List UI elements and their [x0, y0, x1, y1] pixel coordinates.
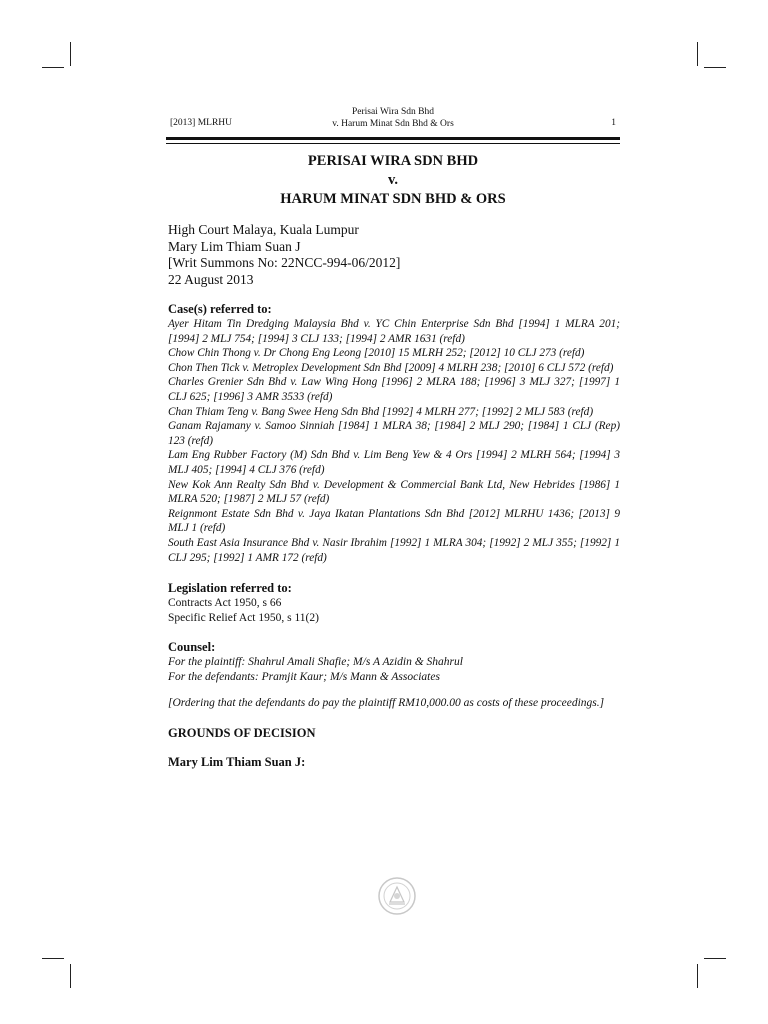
case-citation: Chan Thiam Teng v. Bang Swee Heng Sdn Bhd [1992] 4 MLRH 277; [1992] 2 MLJ 583 (refd): [168, 405, 594, 418]
case-citation: Chon Then Tick v. Metroplex Development Sdn Bhd [2009] 4 MLRH 238; [2010] 6 CLJ 572 (refd): [168, 361, 614, 374]
page-number: 1: [611, 118, 616, 128]
crop-mark: [704, 67, 726, 68]
crop-mark: [697, 42, 698, 66]
judge: Mary Lim Thiam Suan J: [168, 238, 301, 254]
crop-mark: [70, 42, 71, 66]
writ-number: [Writ Summons No: 22NCC-994-06/2012]: [168, 255, 401, 270]
legislation-item: Specific Relief Act 1950, s 11(2): [168, 611, 319, 624]
counsel-defendants: For the defendants: Pramjit Kaur; M/s Mann & Associates: [168, 670, 440, 683]
header-center-line2: v. Harum Minat Sdn Bhd & Ors: [332, 119, 454, 129]
title-plaintiff: PERISAI WIRA SDN BHD: [307, 153, 479, 169]
header-citation: [2013] MLRHU: [170, 118, 233, 128]
order-summary: [Ordering that the defendants do pay the plaintiff RM10,000.00 as costs of these proceedings.]: [168, 697, 605, 710]
header-rule-thin: [166, 143, 620, 144]
crop-mark: [697, 964, 698, 988]
case-title: [166, 152, 620, 209]
decision-date: 22 August 2013: [168, 271, 254, 287]
case-citation: Chow Chin Thong v. Dr Chong Eng Leong [2010] 15 MLRH 252; [2012] 10 CLJ 273 (refd): [168, 347, 585, 360]
legislation-heading: Legislation referred to:: [168, 581, 292, 596]
case-citation: Reignmont Estate Sdn Bhd v. Jaya Ikatan Plantations Sdn Bhd [2012] MLRHU 1436; [2013] 9 MLJ 1 (refd): [168, 507, 620, 535]
header-center-line1: Perisai Wira Sdn Bhd: [351, 107, 435, 117]
running-header: [170, 106, 616, 132]
case-citation: Ganam Rajamany v. Samoo Sinniah [1984] 1 MLRA 38; [1984] 2 MLJ 290; [1984] 1 CLJ (Rep) 123 (refd): [168, 420, 620, 447]
court: High Court Malaya, Kuala Lumpur: [168, 222, 359, 237]
crop-mark: [42, 958, 64, 959]
header-case-name: [170, 106, 616, 130]
crop-mark: [70, 964, 71, 988]
counsel-plaintiff: For the plaintiff: Shahrul Amali Shafie; M/s A Azidin & Shahrul: [168, 656, 463, 669]
judge-heading: Mary Lim Thiam Suan J:: [168, 754, 306, 769]
cases-list: [168, 317, 620, 565]
title-defendants: HARUM MINAT SDN BHD & ORS: [280, 191, 506, 207]
cases-heading: Case(s) referred to:: [168, 302, 272, 316]
crop-mark: [42, 67, 64, 68]
legislation-item: Contracts Act 1950, s 66: [168, 597, 282, 610]
case-citation: South East Asia Insurance Bhd v. Nasir Ibrahim [1992] 1 MLRA 304; [1992] 2 MLJ 355; [1992] 1 CLJ 295; [1992] 1 AMR 172 (refd): [168, 536, 620, 564]
title-versus: v.: [387, 172, 399, 188]
crop-mark: [704, 958, 726, 959]
case-citation: New Kok Ann Realty Sdn Bhd v. Development & Commercial Bank Ltd, New Hebrides [1986] 1 MLRA 520; [1987] 2 MLJ 57 (refd): [168, 478, 620, 506]
court-seal-icon: [377, 876, 417, 916]
grounds-heading: GROUNDS OF DECISION: [168, 725, 316, 740]
document-body: [168, 222, 620, 770]
header-rule-thick: [166, 137, 620, 140]
case-citation: Ayer Hitam Tin Dredging Malaysia Bhd v. YC Chin Enterprise Sdn Bhd [1994] 1 MLRA 201; [1994] 2 MLJ 754; [1994] 3 CLJ 133; [1994] 2 AMR 1631 (refd): [168, 318, 620, 345]
counsel-heading: Counsel:: [168, 640, 216, 655]
case-metadata: [168, 222, 620, 288]
case-citation: Lam Eng Rubber Factory (M) Sdn Bhd v. Lim Beng Yew & 4 Ors [1994] 2 MLRH 564; [1994] 3 MLJ 405; [1994] 4 CLJ 376 (refd): [168, 449, 620, 476]
case-citation: Charles Grenier Sdn Bhd v. Law Wing Hong [1996] 2 MLRA 188; [1996] 3 MLJ 327; [1997] 1 CLJ 625; [1996] 3 AMR 3533 (refd): [168, 376, 620, 403]
